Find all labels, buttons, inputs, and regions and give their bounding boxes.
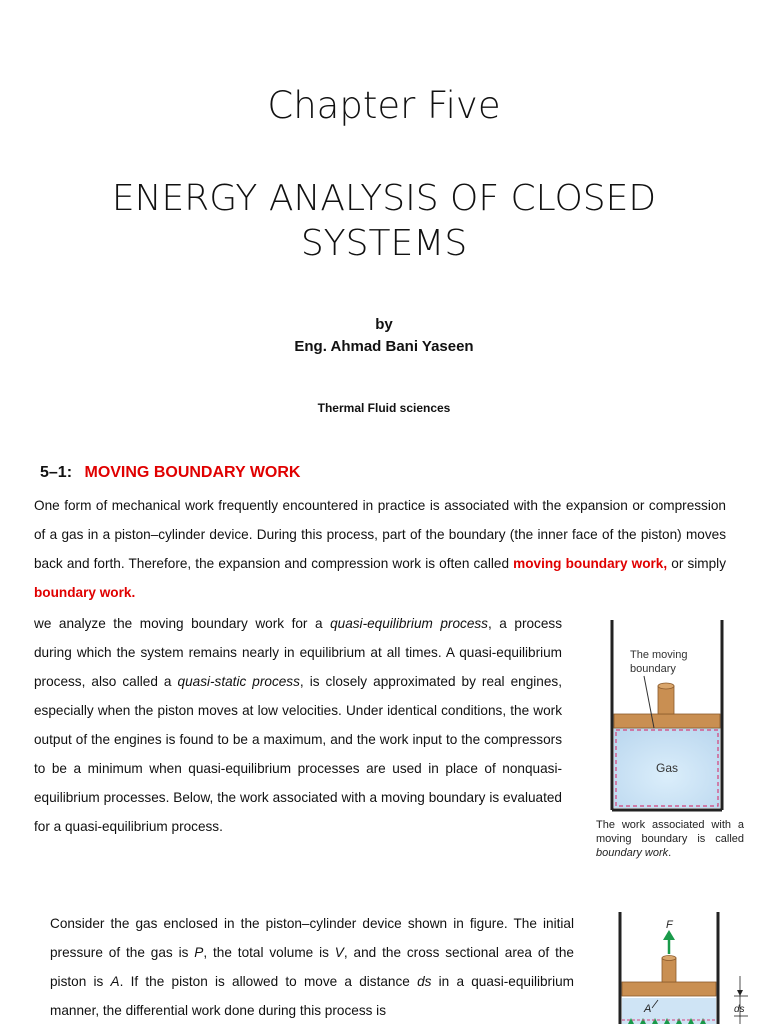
para3-e: in a quasi-equilibrium manner, the differential work done during this process is — [50, 974, 574, 1018]
para2-b: , a process during which the system remains nearly in equilibrium at all times. A quasi-equilibrium process, also called a — [34, 616, 562, 689]
label-A: A — [644, 1003, 652, 1015]
symbol-volume: V — [334, 945, 344, 960]
term-quasi-static-process: quasi-static process — [177, 674, 300, 689]
para1-mid: or simply — [667, 556, 726, 571]
paragraph-quasi-equilibrium — [34, 609, 562, 841]
paragraph-differential-work — [50, 909, 574, 1025]
piston-cylinder-figure — [608, 618, 744, 814]
term-quasi-equilibrium-process: quasi-equilibrium process — [330, 616, 488, 631]
para3-a: Consider the gas enclosed in the piston–cylinder device shown in figure. The initial pressure of the gas is — [50, 916, 574, 960]
para1-end: . — [131, 585, 136, 600]
term-boundary-work: boundary work — [34, 585, 132, 600]
piston-head — [614, 714, 720, 728]
para3-c: , and the cross sectional area of the piston is — [50, 945, 574, 989]
para3-d: . If the piston is allowed to move a distance — [119, 974, 418, 989]
section-number: 5–1: — [40, 464, 73, 481]
paragraph-intro — [34, 491, 726, 607]
by-line: by — [375, 316, 393, 333]
piston-force-figure — [608, 908, 760, 1024]
term-moving-boundary-work: moving boundary work, — [513, 556, 668, 571]
section-title: MOVING BOUNDARY WORK — [84, 464, 301, 481]
chapter-subtitle: ENERGY ANALYSIS OF CLOSED SYSTEMS — [111, 178, 657, 264]
piston-rod — [658, 686, 674, 714]
author-name: Eng. Ahmad Bani Yaseen — [294, 338, 474, 355]
chapter-title: Chapter Five — [267, 84, 501, 127]
para2-c: , is closely approximated by real engines, especially when the piston moves at low velocities. Under identical conditions, the work output of the engines is found to be a maximum, and the work input to the compressors to be a minimum when quasi-equilibrium processes are used in place of nonquasi-equilibrium processes. Below, the work associated with a moving boundary is evaluated for a quasi-equilibrium process. — [34, 674, 563, 834]
para3-b: , the total volume is — [203, 945, 335, 960]
label-moving-boundary: The moving — [630, 649, 688, 661]
symbol-ds: ds — [417, 974, 432, 989]
label-ds: ds — [734, 1004, 745, 1015]
svg-text:boundary: boundary — [630, 663, 676, 675]
piston2-head — [622, 982, 716, 996]
course-name: Thermal Fluid sciences — [317, 401, 451, 415]
section-heading — [40, 464, 300, 482]
para2-a: we analyze the moving boundary work for a — [34, 616, 331, 631]
caption-text: The work associated with a moving boundary is called — [596, 819, 744, 845]
piston2-rod — [662, 958, 676, 982]
force-arrowhead — [663, 930, 675, 940]
caption-end: . — [668, 847, 672, 859]
label-F: F — [666, 919, 673, 931]
symbol-area: A — [110, 974, 120, 989]
caption-term: boundary work — [596, 847, 669, 859]
para1-text: One form of mechanical work frequently encountered in practice is associated with the expansion or compression of a gas in a piston–cylinder device. During this process, part of the boundary (the inner face of the piston) moves back and forth. Therefore, the expansion and compression work is often called — [34, 498, 726, 571]
figure-caption — [596, 818, 744, 860]
symbol-pressure: P — [194, 945, 204, 960]
label-gas: Gas — [656, 761, 679, 775]
